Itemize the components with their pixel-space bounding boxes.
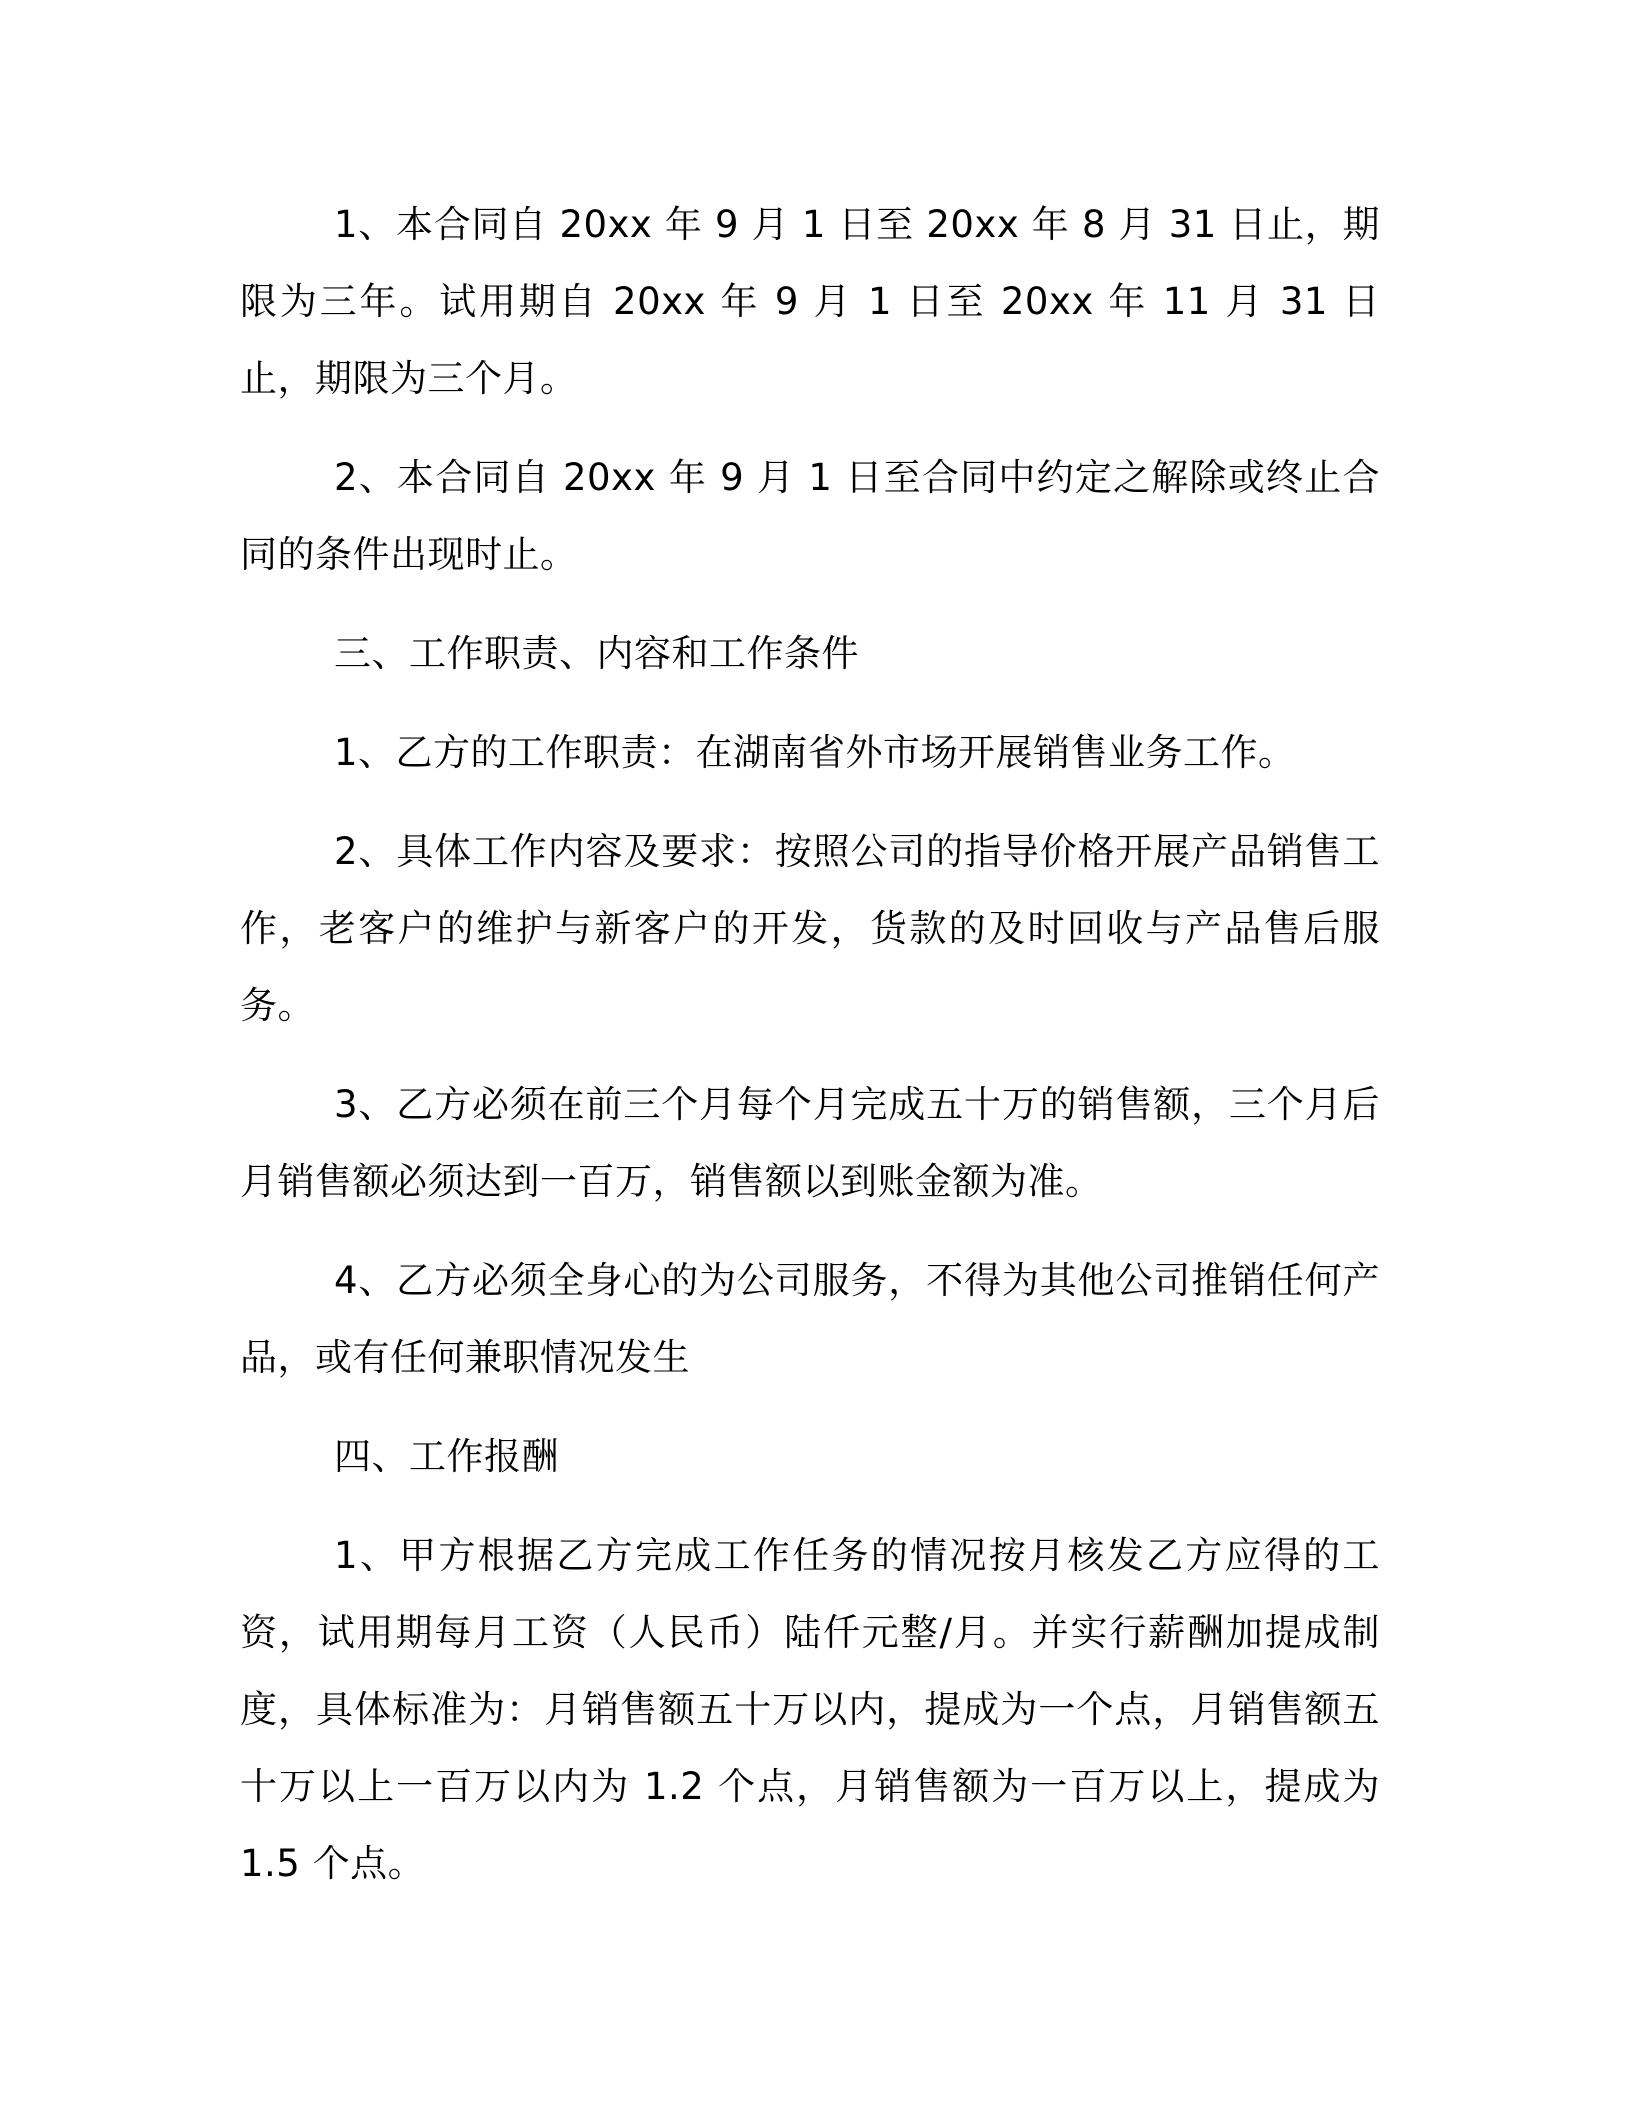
- term-clause-2: 2、本合同自 20xx 年 9 月 1 日至合同中约定之解除或终止合同的条件出现时止。: [240, 456, 1380, 576]
- duties-clause-2: 2、具体工作内容及要求：按照公司的指导价格开展产品销售工作，老客户的维护与新客户的开发，货款的及时回收与产品售后服务。: [240, 830, 1380, 1027]
- duties-clause-4: 4、乙方必须全身心的为公司服务，不得为其他公司推销任何产品，或有任何兼职情况发生: [240, 1259, 1380, 1379]
- section-heading-duties: 三、工作职责、内容和工作条件: [334, 632, 859, 675]
- duties-clause-1: 1、乙方的工作职责：在湖南省外市场开展销售业务工作。: [334, 731, 1296, 774]
- document-body: [240, 186, 1380, 1902]
- section-heading-compensation: 四、工作报酬: [334, 1435, 559, 1478]
- duties-clause-3: 3、乙方必须在前三个月每个月完成五十万的销售额，三个月后月销售额必须达到一百万，销售额以到账金额为准。: [240, 1083, 1380, 1203]
- compensation-clause-1: 1、甲方根据乙方完成工作任务的情况按月核发乙方应得的工资，试用期每月工资（人民币）陆仟元整/月。并实行薪酬加提成制度，具体标准为：月销售额五十万以内，提成为一个点，月销售额五十万以上一百万以内为 1.2 个点，月销售额为一百万以上，提成为 1.5 个点。: [240, 1534, 1380, 1885]
- term-clause-1: 1、本合同自 20xx 年 9 月 1 日至 20xx 年 8 月 31 日止，期限为三年。试用期自 20xx 年 9 月 1 日至 20xx 年 11 月 31 日止，期限为三个月。: [240, 203, 1380, 400]
